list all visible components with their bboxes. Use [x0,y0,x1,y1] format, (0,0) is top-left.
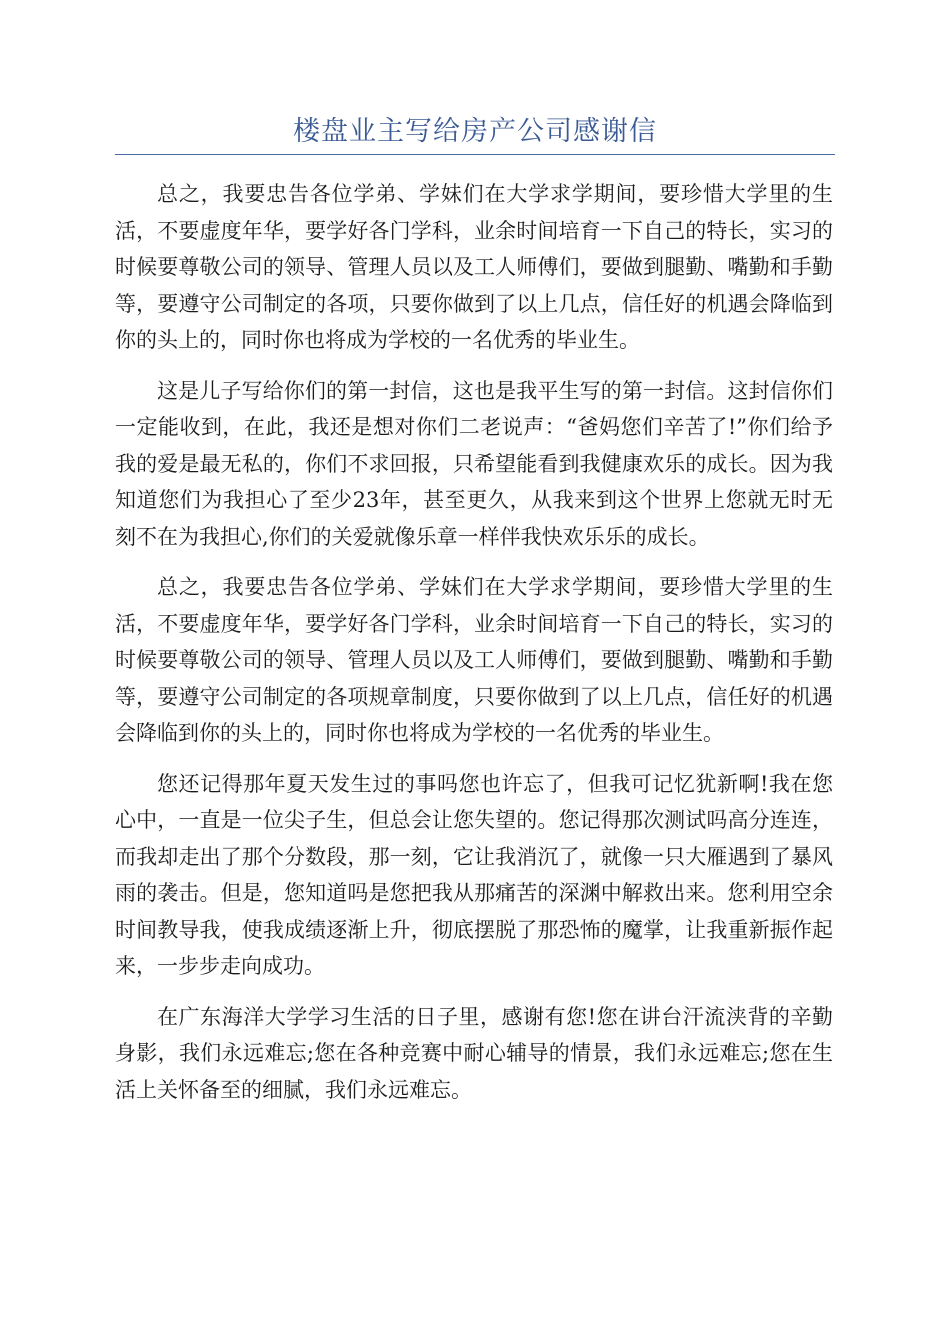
paragraph-2: 这是儿子写给你们的第一封信，这也是我平生写的第一封信。这封信你们一定能收到，在此，我还是想对你们二老说声：“爸妈您们辛苦了!”你们给予我的爱是最无私的，你们不求回报，只希望能看到我健康欢乐的成长。因为我知道您们为我担心了至少23年，甚至更久，从我来到这个世界上您就无时无刻不在为我担心,你们的关爱就像乐章一样伴我快欢乐乐的成长。 [115,378,833,549]
paragraph-1: 总之，我要忠告各位学弟、学妹们在大学求学期间，要珍惜大学里的生活，不要虚度年华，要学好各门学科，业余时间培育一下自己的特长，实习的时候要尊敬公司的领导、管理人员以及工人师傅们，要做到腿勤、嘴勤和手勤等，要遵守公司制定的各项，只要你做到了以上几点，信任好的机遇会降临到你的头上的，同时你也将成为学校的一名优秀的毕业生。 [115,182,833,352]
document-title: 楼盘业主写给房产公司感谢信 [293,116,657,147]
paragraph-3: 总之，我要忠告各位学弟、学妹们在大学求学期间，要珍惜大学里的生活，不要虚度年华，要学好各门学科，业余时间培育一下自己的特长，实习的时候要尊敬公司的领导、管理人员以及工人师傅们，要做到腿勤、嘴勤和手勤等，要遵守公司制定的各项规章制度，只要你做到了以上几点，信任好的机遇会降临到你的头上的，同时你也将成为学校的一名优秀的毕业生。 [115,575,833,745]
title-underline [115,154,835,155]
paragraph-4: 您还记得那年夏天发生过的事吗您也许忘了，但我可记忆犹新啊!我在您心中，一直是一位尖子生，但总会让您失望的。您记得那次测试吗高分连连，而我却走出了那个分数段，那一刻，它让我消沉了，就像一只大雁遇到了暴风雨的袭击。但是，您知道吗是您把我从那痛苦的深渊中解救出来。您利用空余时间教导我，使我成绩逐渐上升，彻底摆脱了那恐怖的魔掌，让我重新振作起来，一步步走向成功。 [115,771,833,978]
paragraph-5: 在广东海洋大学学习生活的日子里，感谢有您!您在讲台汗流浃背的辛勤身影，我们永远难忘;您在各种竞赛中耐心辅导的情景，我们永远难忘;您在生活上关怀备至的细腻，我们永远难忘。 [115,1004,833,1102]
document-body [115,176,833,1122]
